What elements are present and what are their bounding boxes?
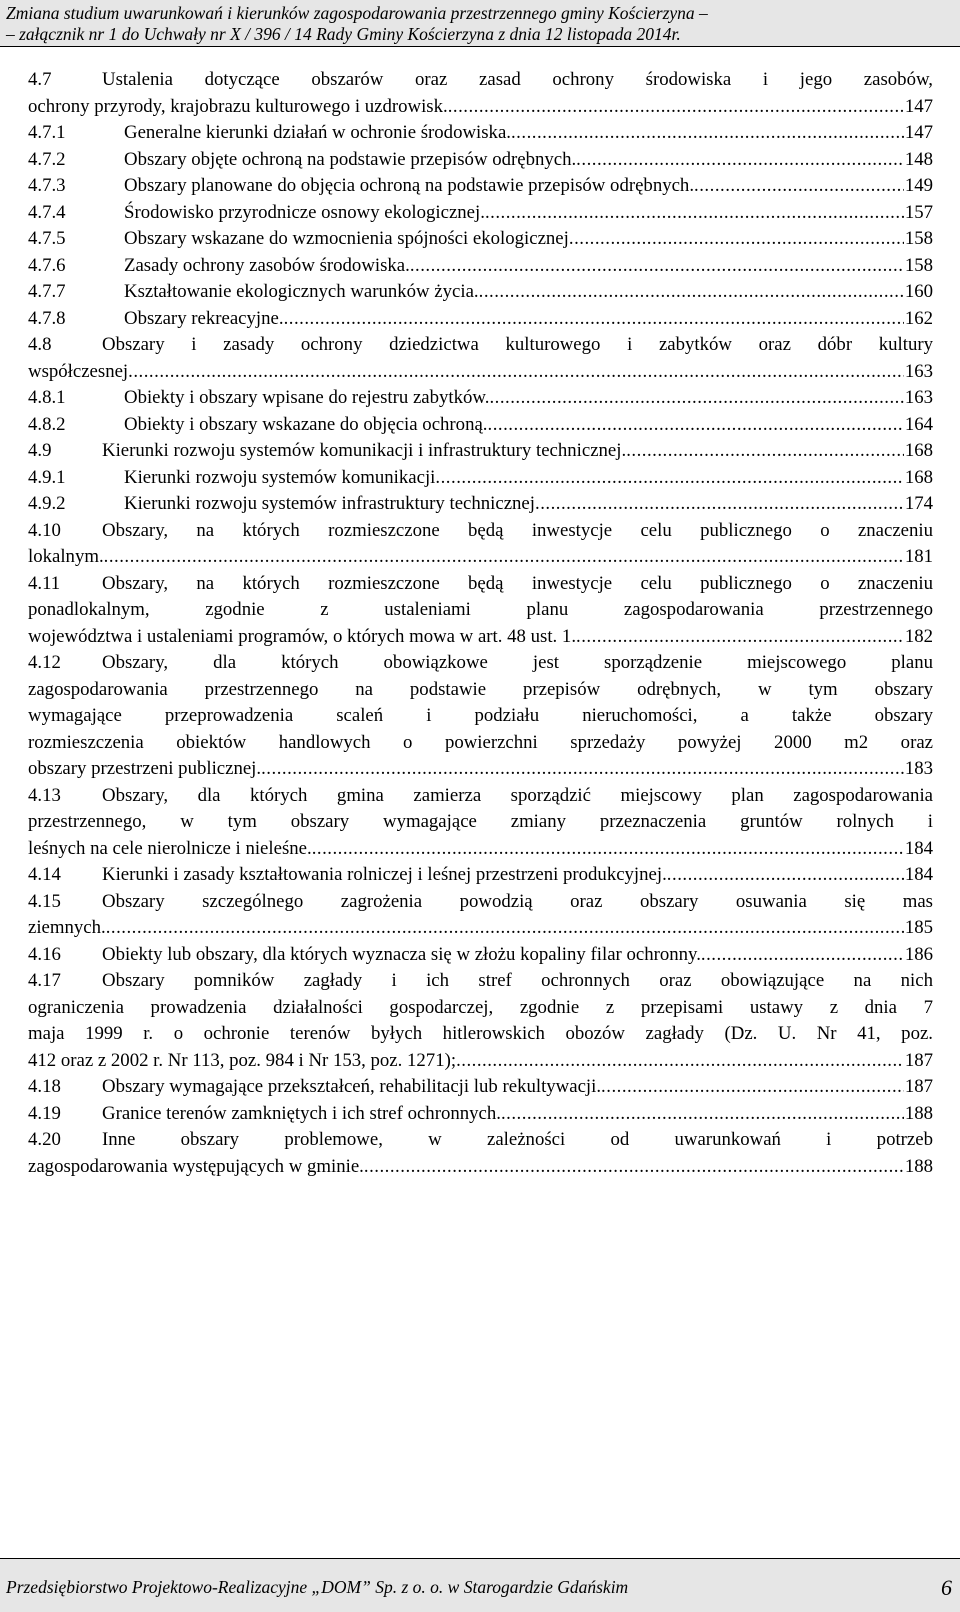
toc-number: 4.7.6 <box>28 254 66 276</box>
toc-title-line: przestrzennego, w tym obszary wymagające zmiany przeznaczenia gruntów rolnych i <box>28 811 933 832</box>
toc-page-number: 157 <box>904 201 933 223</box>
toc-entry[interactable] <box>28 332 933 385</box>
toc-page-number: 187 <box>904 1076 933 1097</box>
page-footer <box>0 1558 960 1612</box>
table-of-contents <box>28 67 933 1180</box>
dot-leader <box>701 942 904 969</box>
toc-entry[interactable] <box>28 253 933 280</box>
toc-page-number: 163 <box>904 360 933 382</box>
toc-title-line: współczesnej <box>28 360 129 382</box>
toc-page-number: 168 <box>904 440 933 461</box>
toc-number: 4.14 <box>28 864 61 885</box>
toc-page-number: 184 <box>904 864 933 885</box>
toc-page-number: 158 <box>904 254 933 276</box>
footer-company: Przedsiębiorstwo Projektowo-Realizacyjne „DOM” Sp. z o. o. w Starogardzie Gdańskim <box>6 1577 629 1597</box>
toc-number: 4.8 <box>28 334 52 355</box>
toc-title-line: obszary przestrzeni publicznej. <box>28 758 262 779</box>
toc-entry[interactable] <box>28 67 933 120</box>
toc-title-line: Generalne kierunki działań w ochronie środowiska. <box>124 122 511 143</box>
toc-page-number: 162 <box>904 307 933 329</box>
toc-entry[interactable] <box>28 1101 933 1128</box>
toc-page-number: 181 <box>904 546 933 567</box>
toc-title-line: wymagające przeprowadzenia scaleń i podziału nieruchomości, a także obszary <box>28 705 933 726</box>
toc-number: 4.10 <box>28 519 61 541</box>
page-header <box>0 0 960 47</box>
dot-leader <box>410 253 904 280</box>
toc-entry[interactable] <box>28 200 933 227</box>
toc-number: 4.9 <box>28 440 52 461</box>
dot-leader <box>364 1154 904 1181</box>
toc-title-line: Obszary rekreacyjne. <box>124 307 284 329</box>
toc-number: 4.7.2 <box>28 148 66 170</box>
toc-entry[interactable] <box>28 942 933 969</box>
toc-number: 4.9.2 <box>28 493 66 514</box>
toc-title-line: Obiekty lub obszary, dla których wyznacza się w złożu kopaliny filar ochronny. <box>102 943 701 965</box>
toc-entry[interactable] <box>28 862 933 889</box>
toc-number: 4.7.7 <box>28 281 66 302</box>
dot-leader <box>569 226 904 253</box>
toc-title-line: ponadlokalnym, zgodnie z ustaleniami planu zagospodarowania przestrzennego <box>28 599 933 620</box>
toc-number: 4.7 <box>28 69 52 90</box>
dot-leader <box>576 624 904 651</box>
toc-number: 4.19 <box>28 1102 61 1124</box>
toc-number: 4.7.1 <box>28 122 66 143</box>
toc-title-line: zagospodarowania przestrzennego na podstawie przepisów odrębnych, w tym obszary <box>28 678 933 700</box>
dot-leader <box>535 491 904 518</box>
toc-title-line: Kierunki rozwoju systemów infrastruktury technicznej <box>124 493 535 514</box>
dot-leader <box>106 915 904 942</box>
toc-title-line: Kierunki rozwoju systemów komunikacji i infrastruktury technicznej. <box>102 440 627 461</box>
toc-title-line: Kształtowanie ekologicznych warunków życia. <box>124 281 479 302</box>
toc-title-line: Kierunki rozwoju systemów komunikacji <box>124 466 436 488</box>
toc-entry[interactable] <box>28 1074 933 1101</box>
dot-leader <box>601 1074 904 1101</box>
dot-leader <box>261 756 904 783</box>
dot-leader <box>312 836 904 863</box>
dot-leader <box>488 412 904 439</box>
toc-entry[interactable] <box>28 889 933 942</box>
toc-entry[interactable] <box>28 279 933 306</box>
toc-page-number: 148 <box>904 148 933 170</box>
toc-page-number: 147 <box>904 95 933 117</box>
dot-leader <box>667 862 904 889</box>
dot-leader <box>284 306 904 333</box>
dot-leader <box>511 120 904 147</box>
toc-title-line: Obszary wskazane do wzmocnienia spójności ekologicznej <box>124 228 569 249</box>
toc-title-line: Obszary, na których rozmieszczone będą inwestycje celu publicznego o znaczeniu <box>102 572 933 594</box>
toc-page-number: 184 <box>904 837 933 859</box>
dot-leader <box>448 94 904 121</box>
toc-number: 4.13 <box>28 784 61 806</box>
dot-leader <box>104 544 904 571</box>
header-line-1: Zmiana studium uwarunkowań i kierunków zagospodarowania przestrzennego gminy Kościerzyna – <box>6 3 708 23</box>
toc-entry[interactable] <box>28 385 933 412</box>
toc-page-number: 188 <box>904 1155 933 1177</box>
dot-leader <box>694 173 904 200</box>
dot-leader <box>485 200 904 227</box>
toc-number: 4.17 <box>28 970 61 991</box>
toc-title-line: województwa i ustaleniami programów, o których mowa w art. 48 ust. 1. <box>28 625 577 647</box>
toc-number: 4.7.5 <box>28 228 66 249</box>
toc-title-line: Obszary wymagające przekształceń, rehabilitacji lub rekultywacji. <box>102 1076 602 1097</box>
toc-title-line: Zasady ochrony zasobów środowiska. <box>124 254 410 276</box>
toc-title-line: Granice terenów zamkniętych i ich stref ochronnych. <box>102 1102 501 1124</box>
header-line-2: – załącznik nr 1 do Uchwały nr X / 396 / 14 Rady Gminy Kościerzyna z dnia 12 listopada 2014r. <box>6 24 681 44</box>
toc-number: 4.12 <box>28 652 61 673</box>
toc-entry[interactable] <box>28 147 933 174</box>
toc-title-line: Kierunki i zasady kształtowania rolniczej i leśnej przestrzeni produkcyjnej. <box>102 864 667 885</box>
toc-page-number: 163 <box>904 387 933 408</box>
toc-title-line: 412 oraz z 2002 r. Nr 113, poz. 984 i Nr 153, poz. 1271); <box>28 1049 457 1071</box>
toc-entry[interactable] <box>28 783 933 863</box>
toc-page-number: 186 <box>904 943 933 965</box>
dot-leader <box>435 465 903 492</box>
toc-number: 4.9.1 <box>28 466 66 488</box>
dot-leader <box>626 438 904 465</box>
toc-title-line: Inne obszary problemowe, w zależności od uwarunkowań i potrzeb <box>102 1129 933 1150</box>
toc-number: 4.20 <box>28 1129 61 1150</box>
toc-page-number: 168 <box>904 466 933 488</box>
toc-page-number: 147 <box>904 122 933 143</box>
toc-number: 4.8.1 <box>28 387 66 408</box>
toc-entry[interactable] <box>28 120 933 147</box>
dot-leader <box>128 359 904 386</box>
dot-leader <box>479 279 904 306</box>
toc-title-line: ograniczenia prowadzenia działalności gospodarczej, zgodnie z przepisami ustawy z dnia 7 <box>28 996 933 1018</box>
toc-entry[interactable] <box>28 491 933 518</box>
toc-entry[interactable] <box>28 306 933 333</box>
toc-title-line: rozmieszczenia obiektów handlowych o powierzchni sprzedaży powyżej 2000 m2 oraz <box>28 731 933 753</box>
toc-entry[interactable] <box>28 650 933 783</box>
toc-number: 4.7.4 <box>28 201 66 223</box>
toc-title-line: Obszary planowane do objęcia ochroną na podstawie przepisów odrębnych. <box>124 175 695 196</box>
toc-number: 4.18 <box>28 1076 61 1097</box>
footer-page-number: 6 <box>941 1575 952 1600</box>
toc-title-line: maja 1999 r. o ochronie terenów byłych hitlerowskich obozów zagłady (Dz. U. Nr 41, poz. <box>28 1023 933 1044</box>
toc-page-number: 185 <box>904 917 933 938</box>
toc-title-line: Obiekty i obszary wpisane do rejestru zabytków. <box>124 387 490 408</box>
toc-page-number: 183 <box>904 758 933 779</box>
toc-title-line: lokalnym. <box>28 546 104 567</box>
toc-title-line: Ustalenia dotyczące obszarów oraz zasad ochrony środowiska i jego zasobów, <box>102 69 933 90</box>
toc-title-line: Obszary szczególnego zagrożenia powodzią oraz obszary osuwania się mas <box>102 890 933 912</box>
toc-entry[interactable] <box>28 173 933 200</box>
toc-number: 4.11 <box>28 572 61 594</box>
toc-page-number: 182 <box>904 625 933 647</box>
toc-entry[interactable] <box>28 438 933 465</box>
toc-title-line: Obszary, dla których gmina zamierza sporządzić miejscowy plan zagospodarowania <box>102 784 933 806</box>
toc-page-number: 164 <box>904 413 933 435</box>
toc-title-line: Obszary, dla których obowiązkowe jest sporządzenie miejscowego planu <box>102 652 933 673</box>
toc-number: 4.15 <box>28 890 61 912</box>
toc-page-number: 174 <box>904 493 933 514</box>
dot-leader <box>456 1048 904 1075</box>
toc-entry[interactable] <box>28 518 933 571</box>
toc-title-line: zagospodarowania występujących w gminie. <box>28 1155 364 1177</box>
toc-title-line: Obszary i zasady ochrony dziedzictwa kulturowego i zabytków oraz dóbr kultury <box>102 334 933 355</box>
toc-page-number: 158 <box>904 228 933 249</box>
toc-title-line: Obszary, na których rozmieszczone będą inwestycje celu publicznego o znaczeniu <box>102 519 933 541</box>
dot-leader <box>489 385 903 412</box>
toc-number: 4.7.3 <box>28 175 66 196</box>
toc-number: 4.7.8 <box>28 307 66 329</box>
toc-page-number: 188 <box>904 1102 933 1124</box>
toc-title-line: Obszary objęte ochroną na podstawie przepisów odrębnych. <box>124 148 577 170</box>
toc-title-line: Środowisko przyrodnicze osnowy ekologicznej. <box>124 201 485 223</box>
toc-title-line: ochrony przyrody, krajobrazu kulturowego i uzdrowisk. <box>28 95 448 117</box>
toc-entry[interactable] <box>28 968 933 1074</box>
toc-entry[interactable] <box>28 571 933 651</box>
toc-entry[interactable] <box>28 1127 933 1180</box>
toc-page-number: 187 <box>904 1049 933 1071</box>
toc-title-line: Obszary pomników zagłady i ich stref ochronnych oraz obowiązujące na nich <box>102 970 933 991</box>
dot-leader <box>501 1101 904 1128</box>
toc-page-number: 160 <box>904 281 933 302</box>
toc-number: 4.8.2 <box>28 413 66 435</box>
toc-title-line: Obiekty i obszary wskazane do objęcia ochroną. <box>124 413 488 435</box>
toc-entry[interactable] <box>28 412 933 439</box>
toc-entry[interactable] <box>28 226 933 253</box>
toc-number: 4.16 <box>28 943 61 965</box>
toc-title-line: ziemnych. <box>28 917 106 938</box>
toc-entry[interactable] <box>28 465 933 492</box>
toc-page-number: 149 <box>904 175 933 196</box>
toc-title-line: leśnych na cele nierolnicze i nieleśne. <box>28 837 312 859</box>
dot-leader <box>576 147 904 174</box>
